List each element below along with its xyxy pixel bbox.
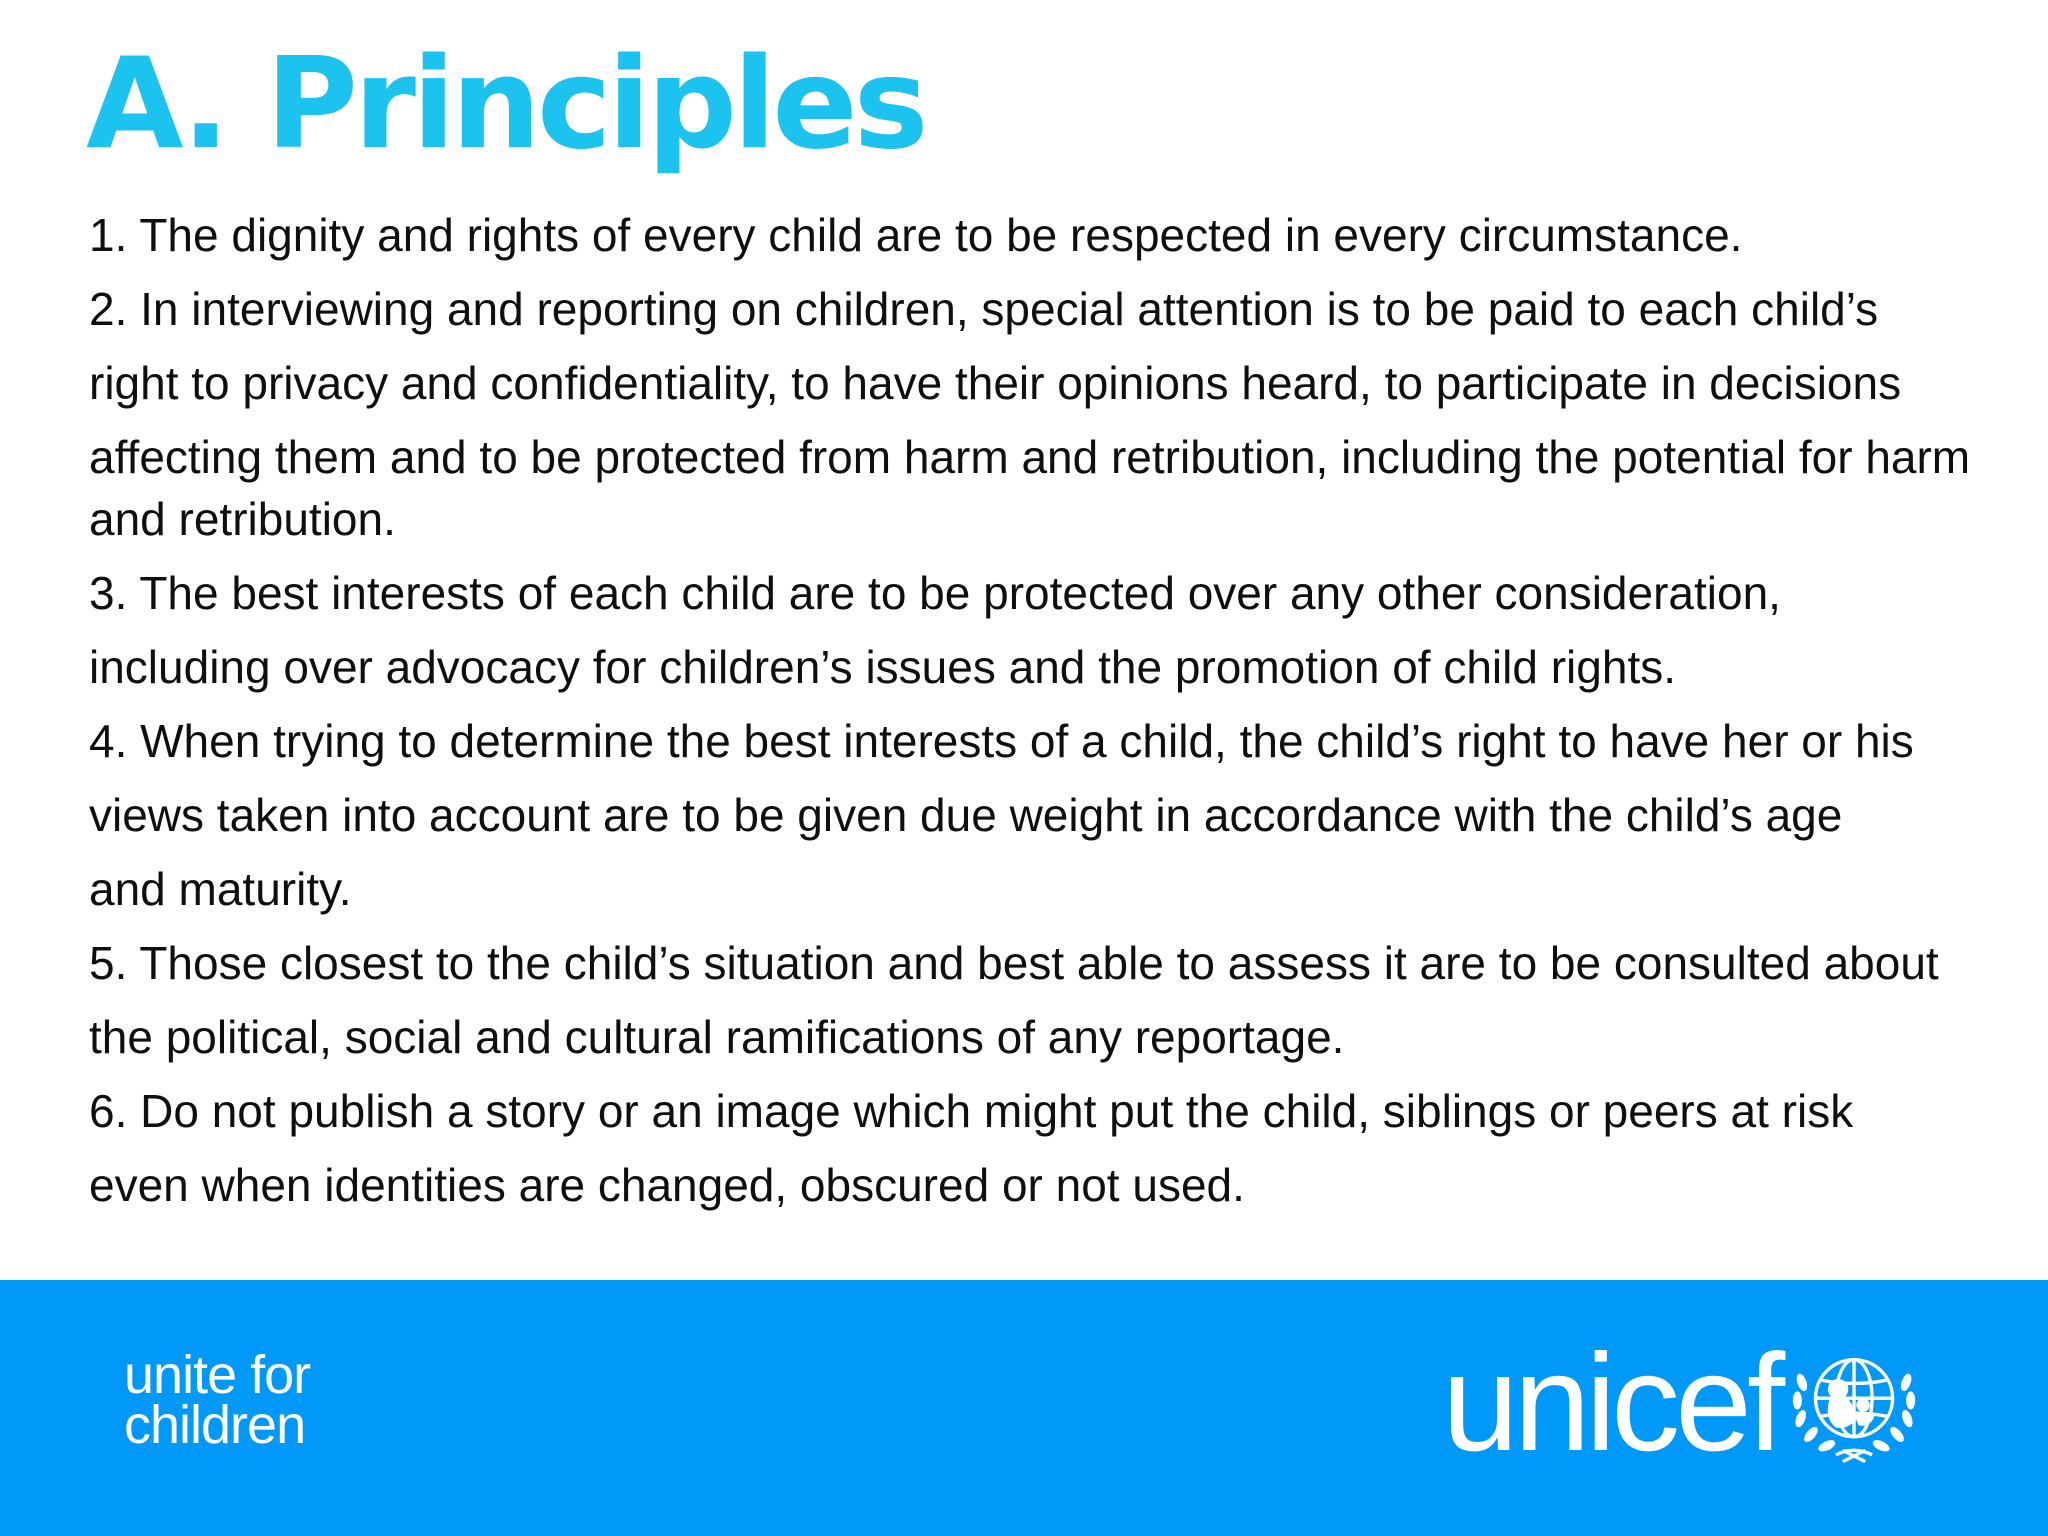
principle-line: views taken into account are to be given due weight in accordance with the child’s age: [89, 789, 1843, 841]
principle-line: 3. The best interests of each child are to be protected over any other consideration,: [89, 567, 1781, 619]
principle-line: 4. When trying to determine the best interests of a child, the child’s right to have her or his: [89, 715, 1914, 767]
principles-body: [89, 204, 2048, 1228]
principle-line: and retribution.: [89, 493, 396, 545]
principle-line: right to privacy and confidentiality, to have their opinions heard, to participate in decisions: [89, 357, 1902, 409]
principle-line: even when identities are changed, obscured or not used.: [89, 1159, 1245, 1211]
principle-line: affecting them and to be protected from harm and retribution, including the potential for harm: [89, 431, 1971, 483]
unicef-emblem-icon: [1786, 1337, 1922, 1473]
tagline-line2: children: [124, 1395, 306, 1455]
principle-line: 5. Those closest to the child’s situation and best able to assess it are to be consulted about: [89, 937, 1939, 989]
principle-line: the political, social and cultural ramifications of any reportage.: [89, 1011, 1345, 1063]
footer-banner: [0, 1280, 2048, 1536]
logo-wordmark: unicef: [1442, 1326, 1781, 1480]
principle-line: 6. Do not publish a story or an image which might put the child, siblings or peers at risk: [89, 1085, 1854, 1137]
unicef-logo: [1442, 1328, 1922, 1478]
principle-line: and maturity.: [89, 863, 352, 915]
principle-line: 2. In interviewing and reporting on children, special attention is to be paid to each child’s: [89, 283, 1879, 335]
tagline: [124, 1345, 311, 1455]
principle-line: 1. The dignity and rights of every child are to be respected in every circumstance.: [89, 209, 1743, 261]
principle-line: including over advocacy for children’s issues and the promotion of child rights.: [89, 641, 1676, 693]
slide-title: A. Principles: [86, 30, 925, 177]
tagline-line1: unite for: [124, 1345, 311, 1405]
